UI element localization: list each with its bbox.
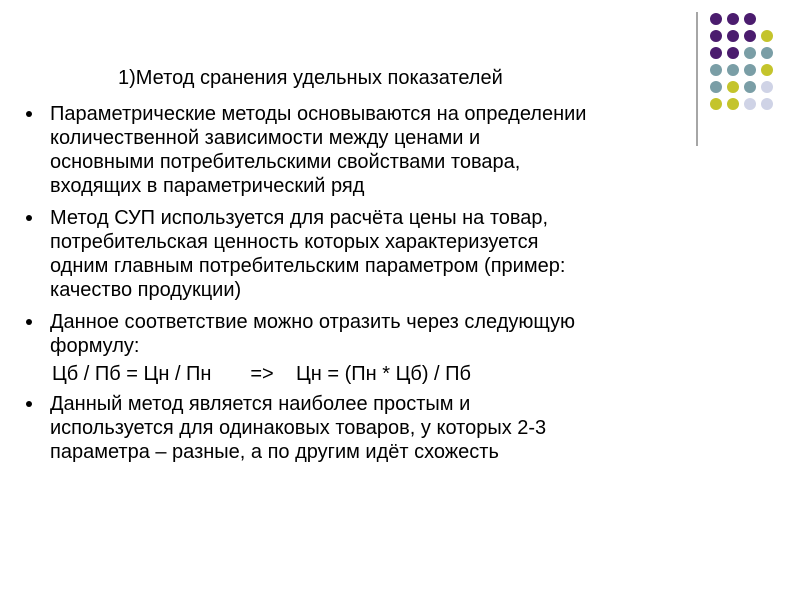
price-formula: Цб / Пб = Цн / Пн => Цн = (Пн * Цб) / Пб (52, 363, 471, 385)
decorative-dot (710, 47, 722, 59)
bullet-text: Метод СУП используется для расчёта цены на товар, потребительская ценность которых характеризуется одним главным потребительским параметром (пример: качество продукции) (50, 207, 566, 301)
bullet-dot-icon (26, 401, 32, 407)
decorative-dot (761, 81, 773, 93)
decorative-dot (744, 81, 756, 93)
decorative-dot (710, 30, 722, 42)
decorative-dot (744, 47, 756, 59)
decorative-dot (727, 30, 739, 42)
bullet-text: Данный метод является наиболее простым и используется для одинаковых товаров, у которых 2-3 параметра – разные, а по другим идёт схожесть (50, 393, 547, 463)
decorative-dot (727, 81, 739, 93)
slide-title: 1)Метод сранения удельных показателей (118, 67, 503, 89)
decorative-dot (727, 13, 739, 25)
decorative-dot (744, 30, 756, 42)
bullet-item-correspondence (22, 310, 782, 358)
decorative-dot (761, 64, 773, 76)
bullet-dot-icon (26, 111, 32, 117)
decorative-dot (710, 81, 722, 93)
decorative-dot (727, 64, 739, 76)
bullet-text: Параметрические методы основываются на определении количественной зависимости между ценами и основными потребительскими свойствами товара, входящих в параметрический ряд (50, 103, 587, 197)
bullet-text: Данное соответствие можно отразить через следующую формулу: (50, 311, 576, 357)
slide-content (22, 102, 782, 472)
decorative-dot (761, 30, 773, 42)
decorative-dot (761, 47, 773, 59)
decorative-dot (710, 13, 722, 25)
bullet-dot-icon (26, 215, 32, 221)
decorative-dot (727, 47, 739, 59)
bullet-dot-icon (26, 319, 32, 325)
decorative-dot (744, 64, 756, 76)
bullet-item-simplest (22, 392, 782, 464)
bullet-item-parametric (22, 102, 782, 198)
bullet-item-sup (22, 206, 782, 302)
decorative-dot (744, 13, 756, 25)
decorative-dot (710, 64, 722, 76)
